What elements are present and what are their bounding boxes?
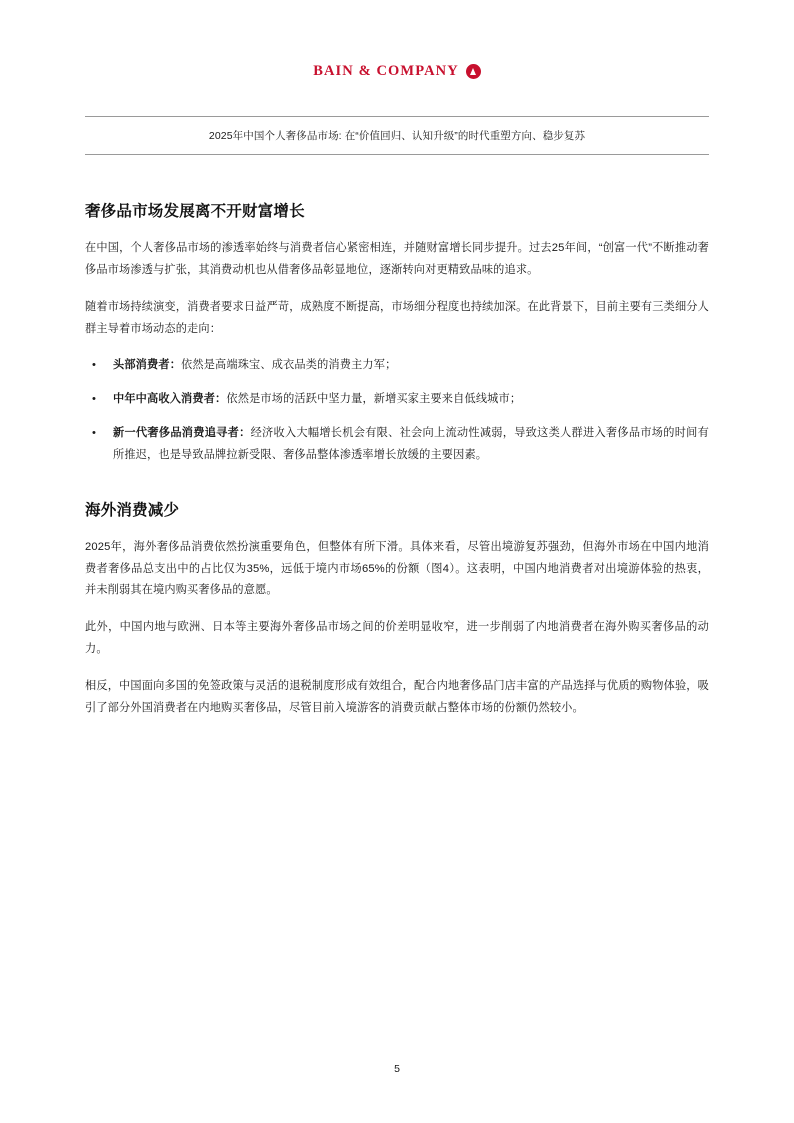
consumer-segment-list [85, 355, 709, 466]
list-item-content [113, 355, 709, 377]
page-number: 5 [394, 1063, 400, 1075]
bullet-icon: • [92, 427, 97, 440]
bain-logo [313, 63, 481, 80]
paragraph: 随着市场持续演变，消费者要求日益严苛，成熟度不断提高，市场细分程度也持续加深。在此背景下，目前主要有三类细分人群主导着市场动态的走向： [85, 300, 709, 335]
list-item-term: 中年中高收入消费者： [113, 393, 227, 406]
document-body [85, 155, 709, 720]
section-heading-wealth-growth: 奢侈品市场发展离不开财富增长 [85, 203, 305, 220]
list-item-term: 新一代奢侈品消费追寻者： [113, 427, 251, 440]
running-head: 2025年中国个人奢侈品市场: 在“价值回归、认知升级”的时代重塑方向、稳步复苏 [208, 130, 586, 142]
bain-logo-text: BAIN & COMPANY [313, 63, 459, 79]
list-item [85, 389, 709, 411]
bullet-icon: • [92, 393, 97, 406]
list-item-text: 经济收入大幅增长机会有限、社会向上流动性减弱，导致这类人群进入奢侈品市场的时间有所推迟，也是导致品牌拉新受限、奢侈品整体渗透率增长放缓的主要因素。 [113, 427, 709, 461]
list-item-term: 头部消费者： [113, 359, 182, 372]
list-item-text: 依然是市场的活跃中坚力量，新增买家主要来自低线城市； [226, 393, 522, 406]
list-item-text: 依然是高端珠宝、成衣品类的消费主力军； [181, 359, 397, 372]
bain-triangle-logo-icon [466, 64, 481, 79]
bullet-icon: • [92, 359, 97, 372]
list-item-content [113, 423, 709, 467]
paragraph: 相反，中国面向多国的免签政策与灵活的退税制度形成有效组合，配合内地奢侈品门店丰富的产品选择与优质的购物体验，吸引了部分外国消费者在内地购买奢侈品，尽管目前入境游客的消费贡献占整体市场的份额仍然较小。 [85, 679, 709, 714]
list-item-content [113, 389, 709, 411]
list-item [85, 355, 709, 377]
paragraph: 在中国，个人奢侈品市场的渗透率始终与消费者信心紧密相连，并随财富增长同步提升。过去25年间，“创富一代”不断推动奢侈品市场渗透与扩张，其消费动机也从借奢侈品彰显地位，逐渐转向对更精致品味的追求。 [85, 242, 709, 276]
paragraph: 2025年，海外奢侈品消费依然扮演重要角色，但整体有所下滑。具体来看，尽管出境游复苏强劲，但海外市场在中国内地消费者奢侈品总支出中的占比仅为35%，远低于境内市场65%的份额（图4）。这表明，中国内地消费者对出境游体验的热衷，并未削弱其在境内购买奢侈品的意愿。 [85, 540, 709, 597]
paragraph: 此外，中国内地与欧洲、日本等主要海外奢侈品市场之间的价差明显收窄，进一步削弱了内地消费者在海外购买奢侈品的动力。 [85, 621, 709, 656]
list-item [85, 423, 709, 467]
brand-header [85, 0, 709, 80]
section-heading-overseas-spending: 海外消费减少 [85, 501, 180, 519]
